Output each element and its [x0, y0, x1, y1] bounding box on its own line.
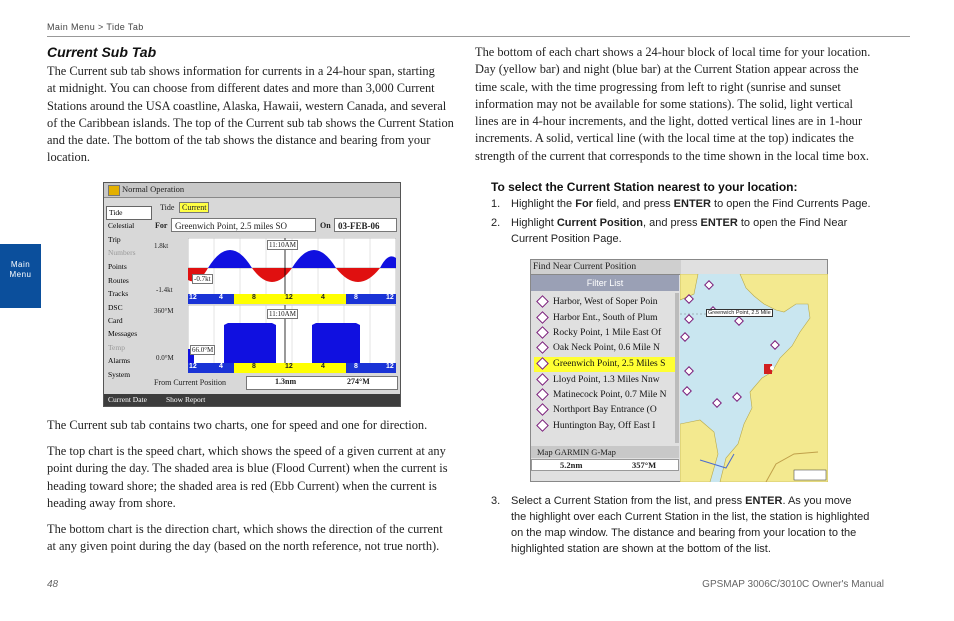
- direction-readout: 66.0°M: [192, 346, 214, 354]
- text-line: strength of the current that corresponds to the time shown in the local time box.: [475, 148, 869, 163]
- date-field[interactable]: 03-FEB-06: [334, 218, 397, 232]
- step-text: Highlight Current Position, and press ENTER to open the Find Near Current Position Page.: [511, 217, 848, 245]
- list-scrollbar[interactable]: [675, 293, 679, 443]
- hour-label: 4: [321, 363, 325, 370]
- station-list-item[interactable]: Harbor, West of Soper Poin: [534, 295, 675, 310]
- station-list-item[interactable]: Harbor Ent., South of Plum: [534, 311, 675, 326]
- text-line: location.: [47, 150, 91, 165]
- step-1: [491, 196, 901, 214]
- text-line: Day (yellow bar) and night (blue bar) at the Current Station appear across the: [475, 62, 859, 77]
- screen-title-bar: [104, 183, 400, 198]
- menu-item-celestial[interactable]: Celestial: [108, 221, 135, 230]
- text-line: The bottom of each chart shows a 24-hour block of local time for your location.: [475, 45, 871, 59]
- folder-icon: [108, 185, 120, 196]
- hour-label: 4: [219, 294, 223, 301]
- side-tab-main-menu[interactable]: [0, 244, 41, 308]
- text-line: heading toward shore; the shaded area is red (Ebb Current) when the current is: [47, 478, 437, 493]
- hour-label: 12: [285, 363, 293, 370]
- station-field[interactable]: Greenwich Point, 2.5 miles SO: [171, 218, 316, 232]
- menu-item-tide[interactable]: Tide: [106, 206, 152, 220]
- current-subtab-screenshot: [103, 182, 401, 407]
- dir-label-min: 0.0°M: [156, 354, 174, 362]
- menu-item-points[interactable]: Points: [108, 262, 127, 271]
- current-station-icon: [536, 341, 549, 354]
- time-marker-top: 11:10AM: [269, 241, 296, 249]
- header-rule: [47, 36, 910, 37]
- current-station-icon: [536, 419, 549, 432]
- hour-label: 8: [354, 294, 358, 301]
- text-line: and the date. The bottom of the tab shows the distance and bearing from your: [47, 133, 431, 148]
- softkey-current-date[interactable]: Current Date: [108, 395, 147, 404]
- map-station-callout: Greenwich Point, 2.5 Mile: [708, 310, 771, 316]
- hour-label: 8: [252, 363, 256, 370]
- from-position-label: From Current Position: [154, 378, 227, 387]
- distance-bearing-row: [531, 459, 679, 471]
- manual-title: GPSMAP 3006C/3010C Owner's Manual: [702, 579, 884, 590]
- text-line: The top chart is the speed chart, which shows the speed of a given current at any: [47, 444, 446, 458]
- left-para-4: [47, 521, 462, 556]
- step-text: Select a Current Station from the list, and press ENTER. As you move the highlight over each Current Station in the list, the station is highlighted on the map window. The distance and bearing from your location to the highlighted station are shown at the bottom of the list.: [511, 495, 870, 555]
- step-2: [491, 215, 901, 249]
- menu-item-trip[interactable]: Trip: [108, 235, 121, 244]
- procedure-heading: To select the Current Station nearest to your location:: [491, 180, 798, 194]
- station-list-item[interactable]: Huntington Bay, Off East I: [534, 419, 675, 434]
- text-line: heading away from shore.: [47, 495, 176, 510]
- speed-hour-scale: [188, 294, 396, 304]
- direction-hour-scale: [188, 363, 396, 373]
- station-list-item[interactable]: Rocky Point, 1 Mile East Of: [534, 326, 675, 341]
- side-tab-line2: Menu: [9, 270, 32, 279]
- current-station-icon: [536, 403, 549, 416]
- tab-tide[interactable]: Tide: [160, 203, 175, 212]
- text-line: lines are in 4-hour increments, and the light, dotted vertical lines are in 1-hour: [475, 114, 863, 129]
- menu-item-numbers[interactable]: Numbers: [108, 248, 136, 257]
- distance-value: 5.2nm: [560, 460, 583, 470]
- softkey-bar: [104, 394, 400, 406]
- on-label: On: [320, 221, 331, 230]
- filter-list-button[interactable]: Filter List: [531, 275, 679, 291]
- page-number: 48: [47, 579, 59, 590]
- softkey-show-report[interactable]: Show Report: [166, 395, 206, 404]
- station-list-item[interactable]: Oak Neck Point, 0.6 Mile N: [534, 341, 675, 356]
- hour-label: 12: [285, 294, 293, 301]
- tab-current[interactable]: Current: [179, 202, 209, 213]
- station-list-item[interactable]: Matinecock Point, 0.7 Mile N: [534, 388, 675, 403]
- screen2-title: Find Near Current Position: [531, 260, 681, 275]
- right-para-1: [475, 44, 905, 165]
- menu-item-temp[interactable]: Temp: [108, 343, 125, 352]
- menu-item-dsc[interactable]: DSC: [108, 303, 123, 312]
- step-number: 1.: [491, 198, 501, 210]
- speed-label-max: 1.8kt: [154, 242, 169, 250]
- distance-bearing-box: [246, 376, 398, 390]
- current-station-icon: [536, 295, 549, 308]
- step-text: Highlight the For field, and press ENTER to open the Find Currents Page.: [511, 198, 871, 210]
- side-tab-line1: Main: [10, 260, 31, 269]
- hour-label: 4: [321, 294, 325, 301]
- menu-item-tracks[interactable]: Tracks: [108, 289, 129, 298]
- left-para-1: [47, 63, 462, 167]
- menu-item-alarms[interactable]: Alarms: [108, 356, 131, 365]
- step-number: 3.: [491, 495, 501, 507]
- menu-item-routes[interactable]: Routes: [108, 276, 129, 285]
- text-line: information may not be available for some stations). The solid, light vertical: [475, 96, 853, 111]
- hour-label: 12: [189, 363, 197, 370]
- left-para-3: [47, 443, 462, 512]
- section-heading: Current Sub Tab: [47, 44, 157, 60]
- step-number: 2.: [491, 217, 501, 229]
- station-list-item[interactable]: Northport Bay Entrance (O: [534, 403, 675, 418]
- menu-item-card[interactable]: Card: [108, 316, 123, 325]
- menu-item-system[interactable]: System: [108, 370, 131, 379]
- speed-label-min: -1.4kt: [156, 286, 173, 294]
- current-station-icon: [536, 326, 549, 339]
- step-3: [491, 493, 901, 559]
- text-line: increments. A solid, vertical line (with the local time at the top) indicates the: [475, 131, 854, 146]
- dir-label-max: 360°M: [154, 307, 174, 315]
- station-list-item-selected[interactable]: Greenwich Point, 2.5 Miles S: [534, 357, 675, 372]
- breadcrumb: Main Menu > Tide Tab: [47, 22, 144, 32]
- for-label: For: [155, 221, 168, 230]
- screen-title: Normal Operation: [122, 184, 185, 194]
- text-line: at midnight. You can choose from different dates and more than 3,000 Current: [47, 81, 435, 96]
- bearing-value: 357°M: [632, 460, 657, 470]
- text-line: The Current sub tab contains two charts, one for speed and one for direction.: [47, 418, 428, 432]
- hour-label: 12: [386, 363, 394, 370]
- map-source-label: Map GARMIN G-Map: [531, 446, 679, 458]
- bearing-value: 274°M: [347, 377, 370, 386]
- text-line: The Current sub tab shows information for currents in a 24-hour span, starting: [47, 64, 435, 78]
- text-line: Stations around the USA coastline, Alaska, Hawaii, western Canada, and several: [47, 98, 447, 113]
- speed-readout: -0.7kt: [194, 275, 211, 283]
- find-near-current-screenshot: [530, 259, 828, 482]
- hour-label: 4: [219, 363, 223, 370]
- time-marker-bottom: 11:10AM: [269, 310, 296, 318]
- hour-label: 12: [386, 294, 394, 301]
- current-station-icon: [536, 357, 549, 370]
- text-line: The bottom chart is the direction chart, which shows the direction of the current: [47, 522, 443, 536]
- hour-label: 12: [189, 294, 197, 301]
- hour-label: 8: [252, 294, 256, 301]
- text-line: time scale, with the time progressing from left to right (sunrise and sunset: [475, 79, 841, 94]
- current-station-icon: [536, 388, 549, 401]
- distance-value: 1.3nm: [275, 377, 297, 386]
- text-line: at any given point during the day (based on the north reference, not true north).: [47, 539, 440, 554]
- hour-label: 8: [354, 363, 358, 370]
- station-list-item[interactable]: Lloyd Point, 1.3 Miles Nnw: [534, 373, 675, 388]
- menu-item-messages[interactable]: Messages: [108, 329, 138, 338]
- current-station-icon: [536, 311, 549, 324]
- text-line: point during the day. The shaded area is blue (Flood Current) when the current is: [47, 461, 448, 476]
- map-window[interactable]: [680, 274, 828, 482]
- text-line: of the Caribbean islands. The top of the Current sub tab shows the Current Station: [47, 115, 454, 130]
- current-station-icon: [536, 373, 549, 386]
- left-para-2: [47, 417, 462, 434]
